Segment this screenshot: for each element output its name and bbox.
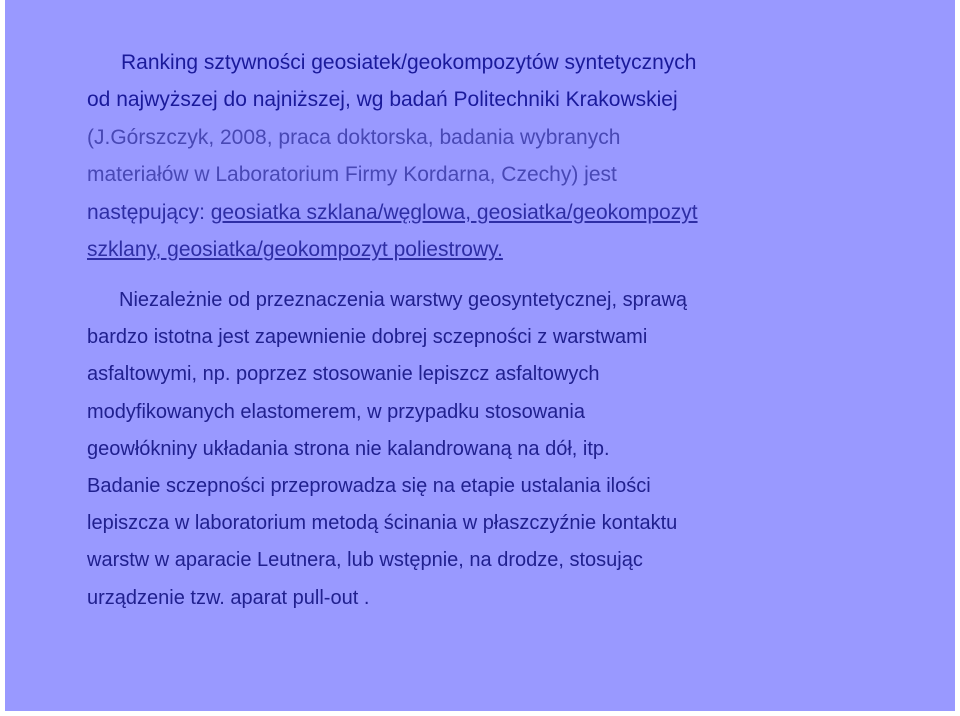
adhesion-line: lepiszcza w laboratorium metodą ścinania w płaszczyźnie kontaktu (87, 512, 678, 535)
adhesion-line: warstw w aparacie Leutnera, lub wstępnie, na drodze, stosując (87, 549, 643, 572)
adhesion-line: Niezależnie od przeznaczenia warstwy geosyntetycznej, sprawą (119, 289, 688, 311)
ranking-line-2: od najwyższej do najniższej, wg badań Politechniki Krakowskiej (87, 88, 678, 112)
adhesion-line: urządzenie tzw. aparat pull-out . (87, 586, 370, 609)
adhesion-line: modyfikowanych elastomerem, w przypadku stosowania (87, 400, 585, 423)
adhesion-paragraph (87, 282, 937, 617)
adhesion-line: asfaltowymi, np. poprzez stosowanie lepiszcz asfaltowych (87, 363, 600, 386)
ranking-line-4: materiałów w Laboratorium Firmy Kordarna, Czechy) jest (87, 163, 617, 187)
ranking-line-5-prefix: następujący: (87, 200, 211, 224)
adhesion-line: bardzo istotna jest zapewnienie dobrej sczepności z warstwami (87, 326, 648, 349)
adhesion-line: Badanie sczepności przeprowadza się na etapie ustalania ilości (87, 475, 651, 498)
ranking-list-underlined: geosiatka szklana/węglowa, geosiatka/geokompozyt (210, 200, 698, 224)
ranking-line-3: (J.Górszczyk, 2008, praca doktorska, badania wybranych (87, 125, 621, 149)
ranking-line-6 (87, 231, 927, 268)
ranking-line-5 (87, 194, 927, 231)
adhesion-line: geowłókniny układania strona nie kalandrowaną na dół, itp. (87, 437, 610, 460)
ranking-line-1: Ranking sztywności geosiatek/geokompozytów syntetycznych (121, 51, 697, 74)
ranking-list-underlined-cont: szklany, geosiatka/geokompozyt poliestrowy. (87, 238, 503, 262)
ranking-paragraph (87, 44, 927, 268)
slide (5, 0, 955, 711)
